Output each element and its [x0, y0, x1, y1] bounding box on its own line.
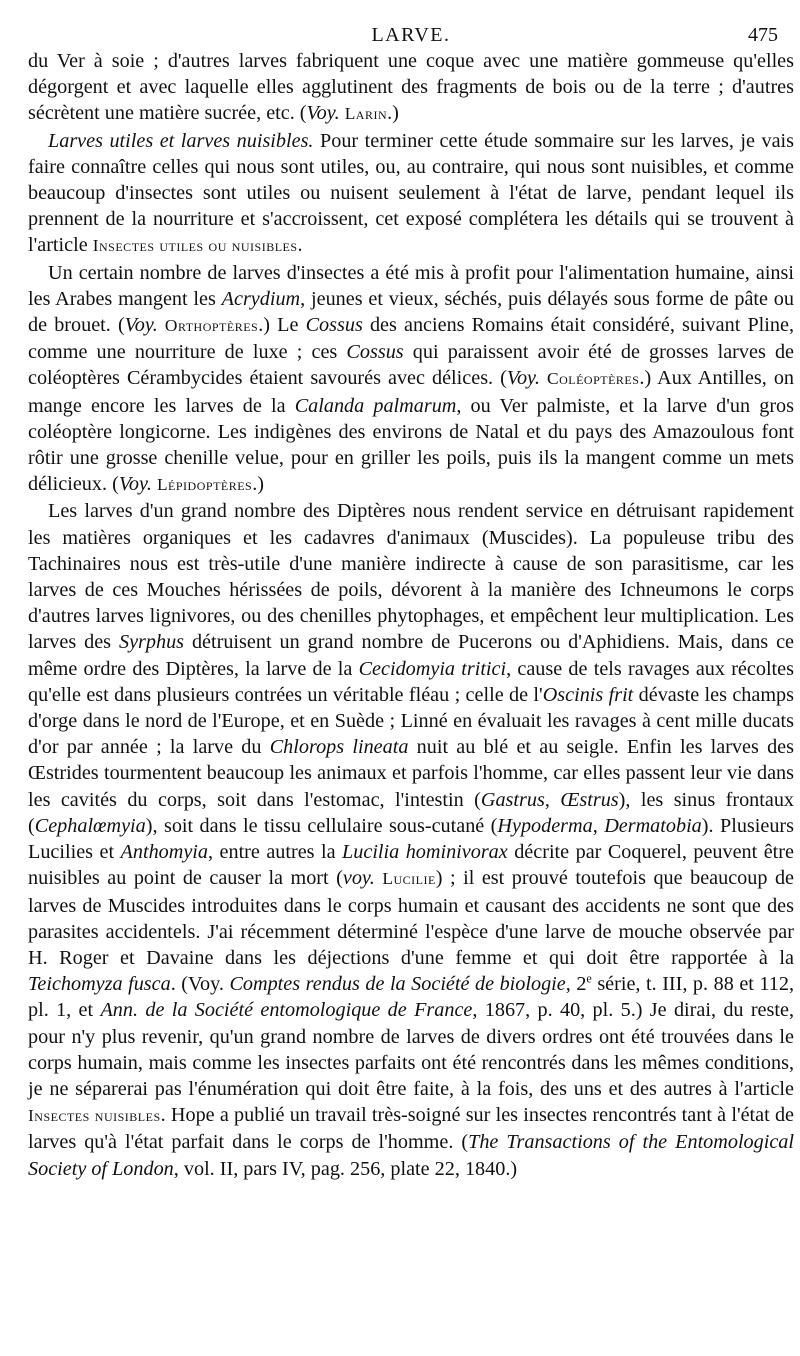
italic-text: Cossus: [305, 314, 363, 337]
page-header: [28, 0, 794, 48]
text-run: .) Aux Antilles, on mange encore les larves de la: [28, 367, 795, 417]
italic-text: Voy.: [118, 473, 152, 496]
small-caps-text: Lépidoptères: [156, 475, 253, 495]
italic-text: Ann. de la Société entomologique de France: [100, 999, 473, 1022]
text-run: .): [252, 473, 265, 496]
italic-text: Voy.: [124, 314, 158, 337]
running-title: LARVE.: [371, 24, 451, 46]
italic-text: Voy.: [506, 367, 540, 390]
italic-text: Cossus: [346, 341, 404, 364]
text-run: série, t. III, p. 88 et 112, pl. 1, et: [28, 973, 794, 1022]
italic-text: Dermatobia: [604, 814, 702, 837]
italic-text: Hypoderma: [497, 814, 593, 837]
text-run: qui paraissent avoir été de grosses larves de coléoptères Cérambycides étaient savourés avec délices. (: [28, 341, 794, 390]
italic-text: Cecidomyia tritici: [358, 657, 507, 680]
text-run: des anciens Romains était considéré, suivant Pline, comme une nourriture de luxe ; ces: [28, 314, 794, 364]
text-run: , entre autres la: [208, 841, 343, 864]
italic-text: Lucilia hominivorax: [342, 841, 508, 864]
paragraph-p4: [28, 498, 794, 1181]
paragraph-p2: [28, 128, 794, 260]
text-run: .: [297, 234, 303, 257]
italic-text: The Transactions of the Entomological Society of London: [28, 1131, 795, 1180]
small-caps-text: Coléoptères: [547, 369, 640, 389]
italic-text: Acrydium: [221, 287, 301, 310]
italic-text: voy.: [342, 867, 375, 890]
paragraph-p3: [28, 260, 794, 499]
text-run: .): [387, 102, 399, 125]
text-run: nuit au blé et au seigle. Enfin les larves des Œstrides tourmentent beaucoup les animaux et parfois l'homme, car elles passent leur vie dans les cavités du corps, soit dans l'estomac, l'intestin (: [28, 736, 794, 811]
text-run: Pour terminer cette étude sommaire sur les larves, je vais faire connaître celles qui nous sont utiles, ou, au contraire, qui nous sont nuisibles, et comme beaucoup d'insectes sont utiles ou nuisent seulement à l'état de larve, pendant lequel ils prennent de la nourriture et s'accroissent, cet exposé complétera les détails qui se trouvent à l'article: [28, 129, 795, 257]
italic-text: Oscinis frit: [542, 683, 634, 706]
text-run: dévaste les champs d'orge dans le nord de l'Europe, et en Suède ; Linné en évaluait les ravages à cent mille ducats d'or par année ; la larve du: [28, 683, 795, 759]
italic-text: Voy.: [306, 102, 340, 125]
text-run: , vol. II, pars IV, pag. 256, plate 22, 1840.): [173, 1157, 518, 1180]
text-run: Les larves d'un grand nombre des Diptères nous rendent service en détruisant rapidement les matières organiques et les cadavres d'animaux (Muscides). La populeuse tribu des Tachinaires nous est très-utile d'une manière indirecte à cause de son parasitisme, car les larves de ces Mouches hérissées de poils, dévorent à la manière des Ichneumons le corps d'autres larves lignivores, ou des chenilles phytophages, et empêchent leur multiplication. Les larves des: [28, 500, 794, 654]
text-run: détruisent un grand nombre de Pucerons ou d'Aphidiens. Mais, dans ce même ordre des Diptères, la larve de la: [28, 631, 794, 680]
text-run: décrite par Coquerel, peuvent être nuisibles au point de causer la mort (: [28, 841, 794, 890]
text-run: ,: [544, 788, 561, 811]
text-run: du Ver à soie ; d'autres larves fabriquent une coque avec une matière gommeuse qu'elles dégorgent et avec laquelle elles agglutinent des fragments de bois ou de la terre ; d'autres sécrètent une matière sucrée, etc. (: [28, 50, 794, 125]
small-caps-text: Lucilie: [382, 869, 436, 889]
text-run: . Hope a publié un travail très-soigné sur les insectes rencontrés tant à l'état de larves qu'à l'état parfait dans le corps de l'homme. (: [28, 1104, 794, 1154]
text-run: Un certain nombre de larves d'insectes a été mis à profit pour l'alimentation humaine, ainsi les Arabes mangent les: [28, 261, 794, 310]
small-caps-text: Orthoptères: [164, 316, 259, 336]
article-body: [28, 48, 794, 1182]
italic-text: Syrphus: [118, 631, 185, 654]
small-caps-text: Insectes utiles ou nuisibles: [92, 236, 298, 256]
italic-text: Teichomyza fusca: [28, 973, 171, 996]
italic-text: Comptes rendus de la Société de biologie: [229, 973, 566, 996]
superscript-text: e: [586, 971, 592, 986]
small-caps-text: Insectes nuisibles: [28, 1106, 161, 1126]
text-run: [540, 367, 547, 389]
text-run: , cause de tels ravages aux récoltes qu'elle est dans plusieurs contrées un véritable fléau ; celle de l': [28, 657, 794, 706]
text-run: , ou Ver palmiste, et la larve d'un gros coléoptère longicorne. Les indigènes des environs de Natal et du pays des Amazoulous font rôtir une grosse chenille velue, pour en griller les poils, puis ils la mangent comme un mets délicieux. (: [28, 394, 794, 496]
text-run: , 2: [565, 973, 587, 996]
text-run: ). Plusieurs Lucilies et: [28, 814, 795, 864]
text-run: [158, 314, 165, 336]
italic-text: Gastrus: [480, 788, 545, 811]
paragraph-p1: [28, 48, 794, 128]
page-number: 475: [748, 24, 778, 46]
text-run: ), les sinus frontaux (: [28, 788, 795, 837]
italic-text: Larves utiles et larves nuisibles.: [48, 129, 314, 152]
italic-text: Œstrus: [560, 788, 619, 811]
text-run: , 1867, p. 40, pl. 5.) Je dirai, du reste, pour n'y plus revenir, qu'un grand nombre de larves de divers ordres ont été trouvées dans le corps humain, mais comme les insectes parfaits ont été rencontrés dans les mêmes conditions, je ne séparerai pas l'énumération qui doit être faite, à la fois, des uns et des autres à l'article: [28, 999, 794, 1100]
small-caps-text: Larin: [344, 104, 388, 124]
italic-text: Chlorops lineata: [269, 736, 409, 759]
text-run: ), soit dans le tissu cellulaire sous-cutané (: [145, 814, 498, 837]
text-run: ,: [592, 814, 605, 837]
text-run: , jeunes et vieux, séchés, puis délayés sous forme de pâte ou de brouet. (: [28, 287, 794, 337]
italic-text: Cephalœmyia: [34, 814, 146, 837]
italic-text: Anthomyia: [120, 841, 208, 864]
text-run: ) ; il est prouvé toutefois que beaucoup de larves de Muscides introduites dans le corps humain et causant des accidents ne sont que des parasites accidentels. J'ai récemment déterminé l'espèce d'une larve de mouche observée par H. Roger et Davaine dans les déjections d'une femme et qui doit être rapportée à la: [28, 867, 795, 969]
italic-text: Calanda palmarum: [294, 394, 457, 417]
text-run: . (Voy.: [170, 973, 230, 996]
text-run: .) Le: [258, 314, 306, 337]
